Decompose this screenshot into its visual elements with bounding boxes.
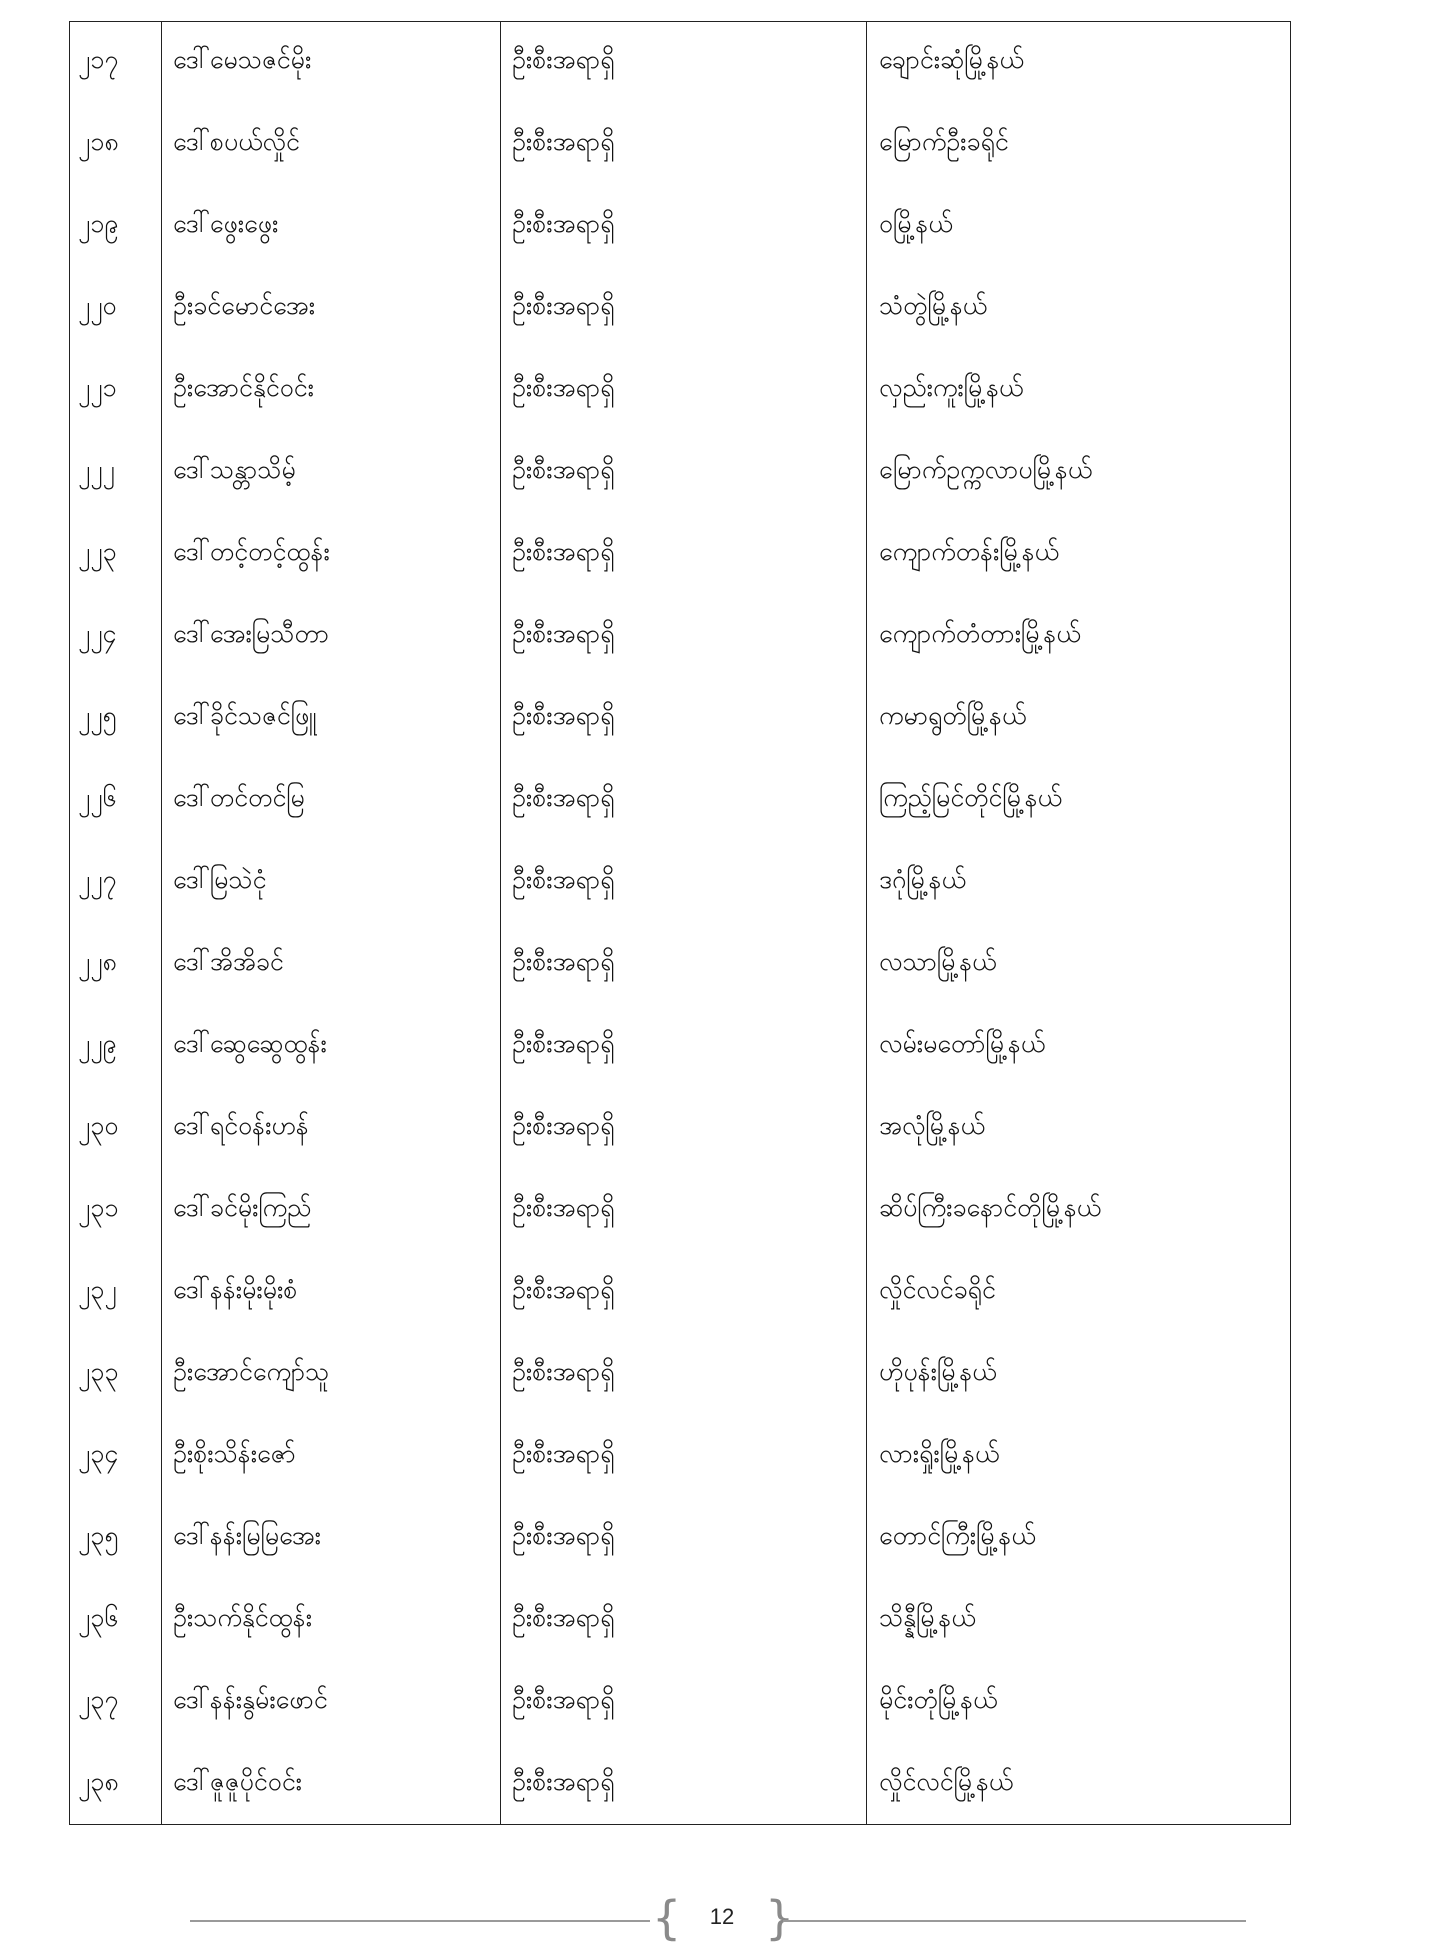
staff-name: ဒေါ်ဖွေးဖွေး [173,209,279,238]
position-title: ဦးစီးအရာရှိ [512,783,615,812]
township-name: လမ်းမတော်မြို့နယ် [879,1029,1046,1058]
page-number: 12 [709,1904,735,1929]
row-number: ၂၂၃ [78,537,117,566]
row-number: ၂၁၉ [78,209,119,238]
staff-name: ဒေါ်ခိုင်သဇင်ဖြူ [173,701,317,730]
township-name: ကြည့်မြင်တိုင်မြို့နယ် [879,783,1062,812]
position-title: ဦးစီးအရာရှိ [512,1521,615,1550]
position-title: ဦးစီးအရာရှိ [512,1029,615,1058]
table-row [70,368,1290,450]
row-number: ၂၃၀ [78,1111,119,1140]
table-row [70,614,1290,696]
staff-name: ဒေါ်မြသဲငုံ [173,865,267,894]
township-name: ကျောက်တံတားမြို့နယ် [879,619,1081,648]
position-title: ဦးစီးအရာရှိ [512,127,615,156]
row-number: ၂၃၃ [78,1357,119,1386]
row-number: ၂၂၈ [78,947,117,976]
staff-name: ဒေါ်ခင်မိုးကြည် [173,1193,312,1222]
table-row [70,122,1290,204]
township-name: လှည်းကူးမြို့နယ် [879,373,1024,402]
position-title: ဦးစီးအရာရှိ [512,1603,615,1632]
position-title: ဦးစီးအရာရှိ [512,1439,615,1468]
row-number: ၂၃၁ [78,1193,119,1222]
table-row [70,1598,1290,1680]
position-title: ဦးစီးအရာရှိ [512,1767,615,1796]
staff-name: ဒေါ်နန်းနွမ်းဖောင် [173,1685,328,1714]
position-title: ဦးစီးအရာရှိ [512,1357,615,1386]
staff-name: ဒေါ်သန္တာသိမ့် [173,455,296,484]
township-name: မြောက်ဥက္ကလာပမြို့နယ် [879,455,1093,484]
staff-name: ဒေါ်နန်းမြမြအေး [173,1521,321,1550]
township-name: ကမာရွတ်မြို့နယ် [879,701,1027,730]
township-name: လားရှိုးမြို့နယ် [879,1439,1000,1468]
table-row [70,1106,1290,1188]
township-name: ကျောက်တန်းမြို့နယ် [879,537,1059,566]
row-number: ၂၁၇ [78,45,119,74]
row-number: ၂၂၀ [78,291,117,320]
table-row [70,860,1290,942]
township-name: မိုင်းတုံမြို့နယ် [879,1685,998,1714]
position-title: ဦးစီးအရာရှိ [512,1685,615,1714]
township-name: လှိုင်လင်မြို့နယ် [879,1767,1014,1796]
position-title: ဦးစီးအရာရှိ [512,373,615,402]
table-row [70,778,1290,860]
row-number: ၂၂၁ [78,373,117,402]
table-row [70,1434,1290,1516]
position-title: ဦးစီးအရာရှိ [512,701,615,730]
position-title: ဦးစီးအရာရှိ [512,1111,615,1140]
staff-name: ဒေါ်တင်တင်မြ [173,783,305,812]
position-title: ဦးစီးအရာရှိ [512,947,615,976]
row-number: ၂၃၈ [78,1767,119,1796]
staff-name: ဒေါ်မေသဇင်မိုး [173,45,312,74]
staff-table [69,21,1291,1825]
row-number: ၂၃၄ [78,1439,119,1468]
row-number: ၂၂၅ [78,701,117,730]
table-row [70,532,1290,614]
table-row [70,942,1290,1024]
position-title: ဦးစီးအရာရှိ [512,619,615,648]
table-row [70,286,1290,368]
staff-name: ဒေါ်ဆွေဆွေထွန်း [173,1029,327,1058]
township-name: လှိုင်လင်ခရိုင် [879,1275,996,1304]
staff-name: ဦးအောင်နိုင်ဝင်း [173,373,314,402]
staff-name: ဒေါ်တင့်တင့်ထွန်း [173,537,330,566]
right-brace-icon: } [765,1891,795,1945]
table-row [70,1270,1290,1352]
left-brace-icon: { [652,1891,682,1945]
page-footer [0,1890,1443,1950]
table-row [70,40,1290,122]
staff-name: ဒေါ်စပယ်လှိုင် [173,127,300,156]
township-name: သံတွဲမြို့နယ် [879,291,988,320]
staff-name: ဦးသက်နိုင်ထွန်း [173,1603,313,1632]
staff-name: ဦးစိုးသိန်းဇော် [173,1439,296,1468]
row-number: ၂၂၄ [78,619,117,648]
township-name: ချောင်းဆုံမြို့နယ် [879,45,1024,74]
position-title: ဦးစီးအရာရှိ [512,537,615,566]
position-title: ဦးစီးအရာရှိ [512,1193,615,1222]
staff-name: ဒေါ်အေးမြသီတာ [173,619,330,648]
row-number: ၂၃၂ [78,1275,117,1304]
position-title: ဦးစီးအရာရှိ [512,291,615,320]
row-number: ၂၃၅ [78,1521,119,1550]
staff-name: ဒေါ်ဇူဇူပိုင်ဝင်း [173,1767,303,1796]
table-row [70,1516,1290,1598]
table-row [70,204,1290,286]
footer-rule-right [783,1920,1246,1922]
table-row [70,1352,1290,1434]
staff-name: ဒေါ်နန်းမိုးမိုးစံ [173,1275,298,1304]
township-name: ဆိပ်ကြီးခနောင်တိုမြို့နယ် [879,1193,1102,1222]
township-name: အလုံမြို့နယ် [879,1111,985,1140]
table-row [70,696,1290,778]
table-row [70,1024,1290,1106]
row-number: ၂၁၈ [78,127,119,156]
position-title: ဦးစီးအရာရှိ [512,209,615,238]
township-name: ဒဂုံမြို့နယ် [879,865,966,894]
table-row [70,450,1290,532]
position-title: ဦးစီးအရာရှိ [512,1275,615,1304]
township-name: တောင်ကြီးမြို့နယ် [879,1521,1036,1550]
table-row [70,1188,1290,1270]
row-number: ၂၂၂ [78,455,115,484]
row-number: ၂၂၉ [78,1029,117,1058]
township-name: သိန္နီမြို့နယ် [879,1603,976,1632]
staff-name: ဦးအောင်ကျော်သူ [173,1357,330,1386]
staff-name: ဒေါ်ရင်ဝန်းဟန် [173,1111,309,1140]
township-name: ဟိုပုန်းမြို့နယ် [879,1357,997,1386]
township-name: ဝမြို့နယ် [879,209,953,238]
position-title: ဦးစီးအရာရှိ [512,455,615,484]
position-title: ဦးစီးအရာရှိ [512,45,615,74]
table-row [70,1762,1290,1844]
footer-rule-left [190,1920,650,1922]
position-title: ဦးစီးအရာရှိ [512,865,615,894]
township-name: မြောက်ဦးခရိုင် [879,127,1009,156]
staff-name: ဦးခင်မောင်အေး [173,291,316,320]
row-number: ၂၃၇ [78,1685,119,1714]
row-number: ၂၂၇ [78,865,117,894]
row-number: ၂၂၆ [78,783,117,812]
table-row [70,1680,1290,1762]
township-name: လသာမြို့နယ် [879,947,997,976]
row-number: ၂၃၆ [78,1603,119,1632]
staff-name: ဒေါ်အိအိခင် [173,947,284,976]
